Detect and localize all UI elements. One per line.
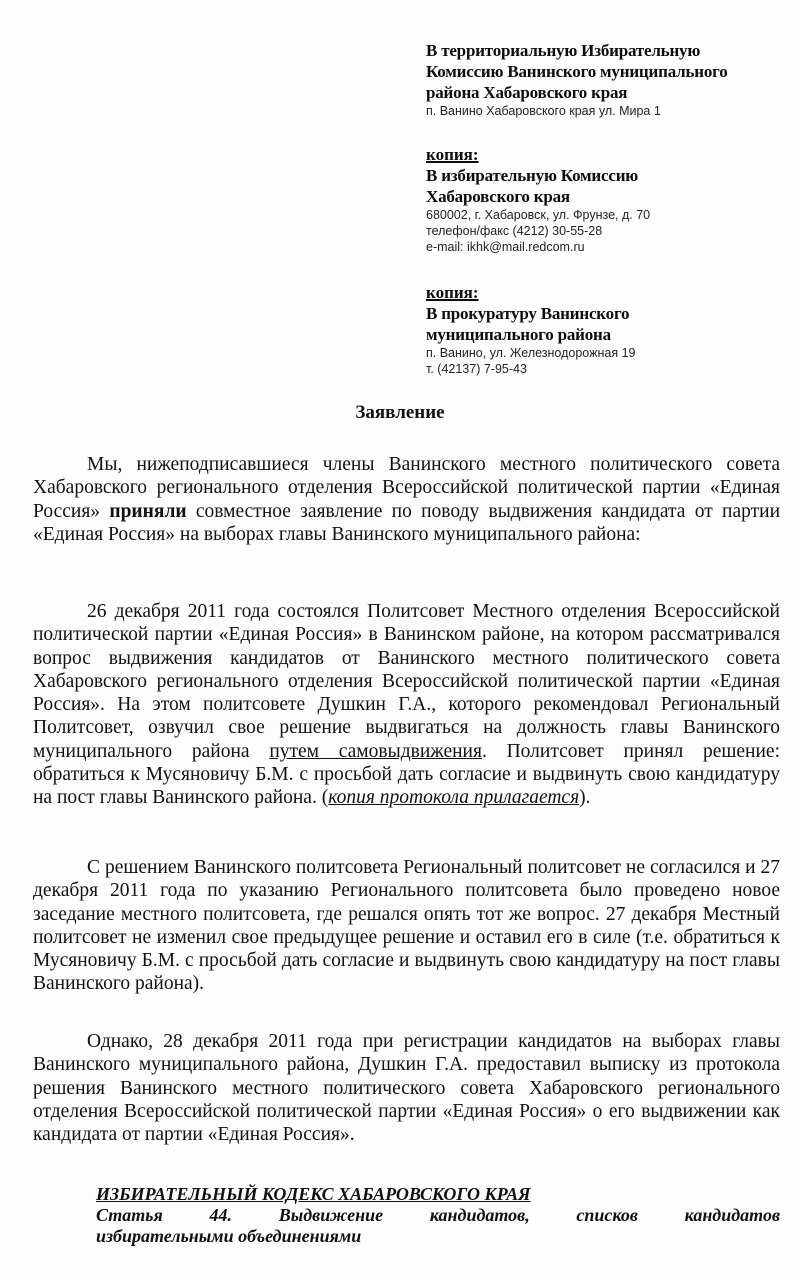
- addressee-regional-commission: [426, 144, 796, 255]
- code-heading: ИЗБИРАТЕЛЬНЫЙ КОДЕКС ХАБАРОВСКОГО КРАЯ: [96, 1184, 531, 1204]
- addressee-phone: т. (42137) 7-95-43: [426, 362, 527, 376]
- text: совместное заявление по поводу выдвижения кандидата от партии «Единая Россия» на выборах главы Ванинского муниципального района:: [33, 500, 781, 545]
- addressee-address: п. Ванино Хабаровского края ул. Мира 1: [426, 104, 661, 118]
- addressee-address: 680002, г. Хабаровск, ул. Фрунзе, д. 70: [426, 208, 651, 222]
- text: ).: [579, 787, 591, 809]
- addressee-line: Хабаровского края: [426, 187, 570, 206]
- text: Мы, нижеподписавшиеся члены Ванинского местного политического совета Хабаровского регионального отделения Всероссийской политической партии «Единая Россия»: [33, 454, 780, 522]
- article-word: кандидатов: [684, 1205, 780, 1225]
- copy-label: копия:: [426, 283, 479, 302]
- addressee-address: п. Ванино, ул. Железнодорожная 19: [426, 346, 636, 360]
- article-title-line: избирательными объединениями: [96, 1226, 362, 1246]
- addressee-line: Комиссию Ванинского муниципального: [426, 62, 728, 81]
- addressee-line: муниципального района: [426, 325, 611, 344]
- addressee-line: В территориальную Избирательную: [426, 41, 701, 60]
- text: . Политсовет принял решение: обратиться к Мусяновичу Б.М. с просьбой дать согласие и выдвинуть свою кандидатуру на пост главы Ванинского района. (: [33, 740, 780, 809]
- underlined-text: путем самовыдвижения: [269, 740, 482, 762]
- document-title: Заявление: [355, 402, 445, 423]
- paragraph-intro: [33, 453, 780, 546]
- protocol-copy-note: копия протокола прилагается: [328, 787, 580, 809]
- addressee-line: района Хабаровского края: [426, 83, 628, 102]
- addressee-email: e-mail: ikhk@mail.redcom.ru: [426, 240, 585, 254]
- copy-label: копия:: [426, 145, 479, 164]
- paragraph-december-28: [33, 1030, 780, 1146]
- paragraph-december-27: [33, 856, 780, 996]
- article-title-line: [96, 1205, 780, 1226]
- addressee-phone: телефон/факс (4212) 30-55-28: [426, 224, 603, 238]
- article-word: 44.: [209, 1205, 232, 1225]
- addressee-territorial-commission: [426, 40, 796, 119]
- text: 26 декабря 2011 года состоялся Политсовет Местного отделения Всероссийской политической партии «Единая Россия» в Ванинском районе, на котором рассматривался вопрос выдвижения кандидатов от Ванинского местного политического совета Хабаровского регионального отделения Всероссийской политической партии «Единая Россия». На этом политсовете Душкин Г.А., которого рекомендовал Региональный Политсовет, озвучил свое решение выдвигаться на должность главы Ванинского муниципального района: [33, 601, 780, 762]
- addressee-prosecutor: [426, 282, 796, 377]
- text: Однако, 28 декабря 2011 года при регистрации кандидатов на выборах главы Ванинского муниципального района, Душкин Г.А. предоставил выписку из протокола решения Ванинского местного политического совета Хабаровского регионального отделения Всероссийской политической партии «Единая Россия» о его выдвижении как кандидата от партии «Единая Россия».: [33, 1031, 780, 1146]
- paragraph-december-26: [33, 600, 780, 810]
- article-word: Статья: [96, 1205, 163, 1225]
- article-word: списков: [576, 1205, 638, 1225]
- electoral-code-excerpt: [96, 1184, 780, 1247]
- text: С решением Ванинского политсовета Региональный политсовет не согласился и 27 декабря 2011 года по указанию Регионального политсовета было проведено новое заседание местного политсовета, где решался опять тот же вопрос. 27 декабря Местный политсовет не изменил свое предыдущее решение и оставил его в силе (т.е. обратиться к Мусяновичу Б.М. с просьбой дать согласие и выдвинуть свою кандидатуру на пост главы Ванинского района).: [33, 857, 780, 995]
- addressee-line: В избирательную Комиссию: [426, 166, 639, 185]
- text-emphasis: приняли: [109, 500, 187, 522]
- article-word: Выдвижение: [278, 1205, 384, 1225]
- addressee-line: В прокуратуру Ванинского: [426, 304, 630, 323]
- article-word: кандидатов,: [429, 1205, 530, 1225]
